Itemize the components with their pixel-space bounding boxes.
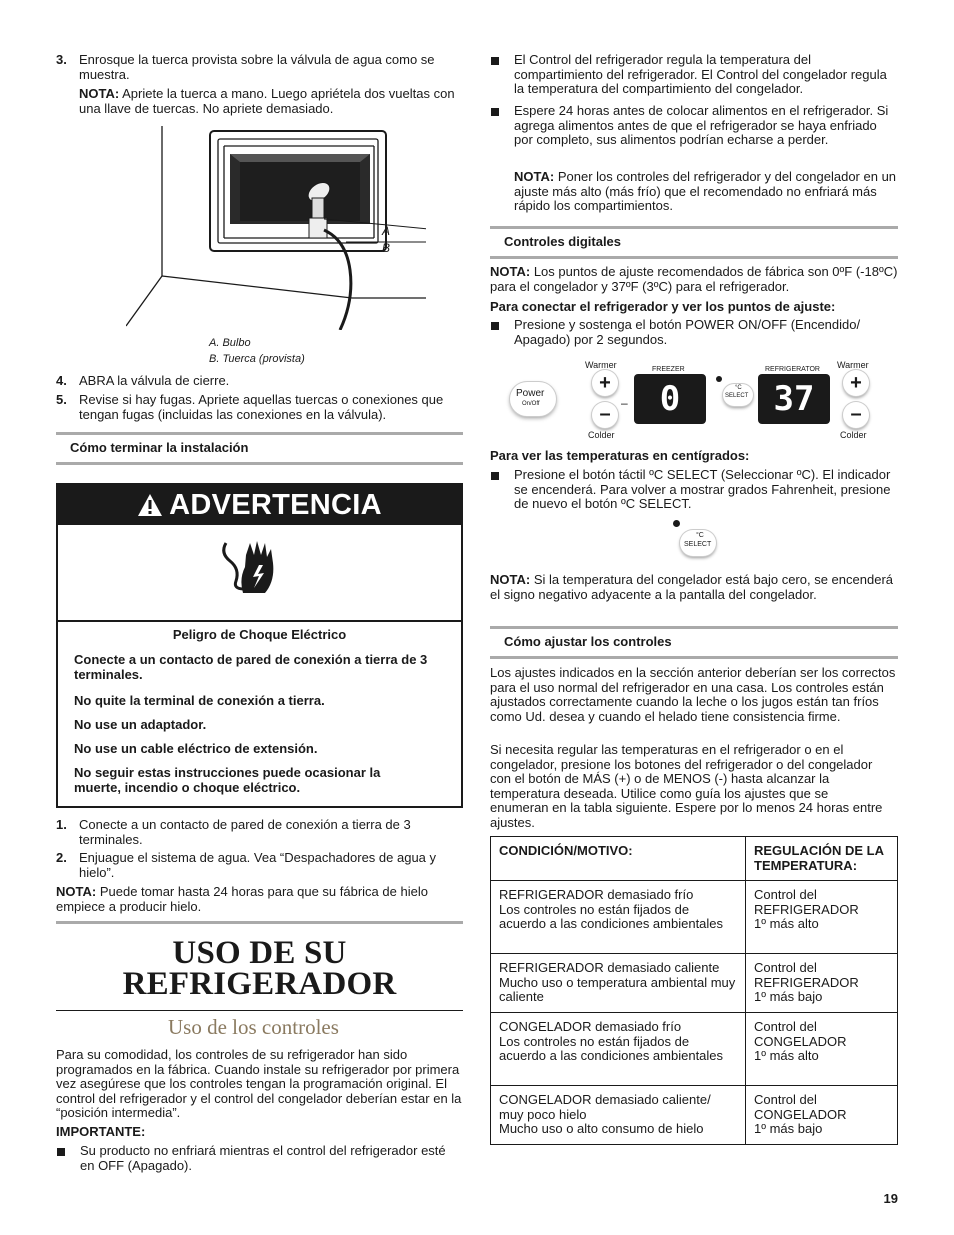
- table-row: [491, 1085, 898, 1144]
- freezer-display: 0: [634, 374, 706, 424]
- note-label: NOTA:: [490, 572, 531, 587]
- cell-line: REFRIGERADOR: [754, 974, 859, 990]
- warning-line-1: Conecte a un contacto de pared de conexión a tierra de 3 terminales.: [74, 652, 428, 682]
- celsius-indicator-dot-2: [673, 520, 680, 527]
- cell-line: Control del: [754, 960, 817, 976]
- bullet-square-icon: [491, 108, 499, 116]
- freezer-colder-label: Colder: [588, 430, 615, 440]
- step-number: 1.: [56, 817, 67, 832]
- figure-label-b: B: [382, 241, 391, 255]
- electric-shock-icon: [216, 535, 288, 607]
- page-title-line-1: USO DE SU: [172, 935, 347, 971]
- table-cell-regulation: [746, 1012, 898, 1085]
- select-label: SELECT: [684, 541, 712, 548]
- bullet-text: Presione el botón táctil ºC SELECT (Seleccionar ºC). El indicador se encenderá. Para volver a mostrar grados Fahrenheit, presione de nuevo el botón ºC SELECT.: [514, 467, 891, 512]
- bullet-square-icon: [491, 57, 499, 65]
- control-panel: [490, 356, 898, 442]
- cell-line: Control del: [754, 1018, 817, 1034]
- adjust-paragraph-1: Los ajustes indicados en la sección anterior deberían ser los correctos para el uso normal del refrigerador en una casa. Los controles están ajustados correctamente cuando la leche o los jugos están tan fríos como Ud. desea y cuando el helado tiene consistencia firme.: [490, 665, 896, 724]
- step-number: 3.: [56, 52, 67, 67]
- cell-line: 1º más alto: [754, 916, 819, 932]
- cell-line: CONGELADOR: [754, 1033, 847, 1049]
- bullet-square-icon: [57, 1148, 65, 1156]
- cell-line: Los controles no están fijados de acuerdo a las condiciones ambientales: [499, 1033, 724, 1064]
- fridge-plus-button[interactable]: +: [843, 370, 869, 396]
- power-button[interactable]: [510, 382, 556, 416]
- fridge-warmer-label: Warmer: [837, 360, 869, 370]
- table-cell-condition: [491, 881, 746, 954]
- table-cell-regulation: [746, 954, 898, 1013]
- note-label: NOTA:: [56, 884, 97, 899]
- table-header-condition: CONDICIÓN/MOTIVO:: [491, 837, 746, 881]
- table-cell-regulation: [746, 881, 898, 954]
- note-text: Poner los controles del refrigerador y del congelador en un ajuste más alto (más frío) que el recomendado no enfriará más rápido los compartimientos.: [514, 169, 897, 214]
- section-heading-finish: Cómo terminar la instalación: [56, 432, 463, 465]
- freezer-minus-button[interactable]: –: [592, 402, 618, 428]
- digital-note: [490, 265, 898, 294]
- note-label: NOTA:: [79, 86, 120, 102]
- adjust-paragraph-2: Si necesita regular las temperaturas en el refrigerador o en el congelador, presione los botones del refrigerador o del congelador con el botón de MÁS (+) o de MENOS (-) hasta alcanzar la temperatura deseada. Utilice como guía los ajustes que se enumeran en la tabla siguiente. Espere por lo menos 24 horas entre ajustes.: [490, 742, 883, 830]
- cell-line: REFRIGERADOR demasiado caliente: [499, 960, 720, 976]
- importante-label: IMPORTANTE:: [56, 1124, 146, 1139]
- celsius-indicator-dot: [716, 376, 722, 382]
- warning-line-4: No use un cable eléctrico de extensión.: [74, 741, 318, 756]
- step-number: 5.: [56, 392, 67, 407]
- table-row: [491, 881, 898, 954]
- table-header-regulation: REGULACIÓN DE LA TEMPERATURA:: [746, 837, 898, 881]
- bullet-square-icon: [491, 322, 499, 330]
- step-text: Enrosque la tuerca provista sobre la válvula de agua como se muestra.: [79, 52, 435, 82]
- freezer-plus-button[interactable]: +: [592, 370, 618, 396]
- page-number: 19: [883, 1191, 898, 1206]
- step-text: ABRA la válvula de cierre.: [79, 373, 230, 388]
- freezer-warmer-label: Warmer: [585, 360, 617, 370]
- cell-line: Los controles no están fijados de acuerdo a las condiciones ambientales: [499, 901, 724, 932]
- cell-line: REFRIGERADOR demasiado frío: [499, 887, 694, 903]
- freezer-label: FREEZER: [652, 366, 685, 373]
- step-note: [79, 87, 463, 116]
- select-label: SELECT: [725, 393, 749, 399]
- cell-line: Control del: [754, 1091, 817, 1107]
- table-header-row: [491, 837, 898, 881]
- cell-line: 1º más bajo: [754, 989, 823, 1005]
- note-text: Los puntos de ajuste recomendados de fábrica son 0ºF (-18ºC) para el congelador y 37ºF (3ºC) para el refrigerador.: [490, 264, 898, 294]
- section-heading-digital: Controles digitales: [490, 226, 898, 259]
- warning-triangle-icon: [137, 493, 163, 517]
- cell-line: Mucho uso o temperatura ambiental muy caliente: [499, 974, 736, 1005]
- freezer-below-zero-note: [490, 573, 898, 602]
- step-number: 4.: [56, 373, 67, 388]
- warning-title: ADVERTENCIA: [169, 488, 382, 521]
- bullet-text: Presione y sostenga el botón POWER ON/OFF (Encendido/ Apagado) por 2 segundos.: [514, 317, 861, 347]
- title-divider: [56, 1010, 463, 1011]
- warning-banner: [58, 485, 461, 525]
- celsius-select-button[interactable]: [723, 384, 753, 406]
- cell-line: Control del: [754, 887, 817, 903]
- section-heading-adjust: Cómo ajustar los controles: [490, 626, 898, 659]
- table-row: [491, 1012, 898, 1085]
- warning-image-area: [58, 525, 461, 622]
- cell-line: REFRIGERADOR: [754, 901, 859, 917]
- cell-line: 1º más alto: [754, 1048, 819, 1064]
- note-text: Si la temperatura del congelador está bajo cero, se encenderá el signo negativo adyacente a la pantalla del congelador.: [490, 572, 893, 602]
- refrigerator-label: REFRIGERATOR: [765, 366, 820, 373]
- degc-label: °C: [696, 532, 704, 539]
- bullet-text: Su producto no enfriará mientras el control del refrigerador esté en OFF (Apagado).: [80, 1143, 446, 1173]
- cell-line: Mucho uso o alto consumo de hielo: [499, 1121, 704, 1137]
- note-label: NOTA:: [490, 264, 531, 279]
- fridge-colder-label: Colder: [840, 430, 867, 440]
- caption-b: B. Tuerca (provista): [209, 353, 305, 365]
- note-text: Puede tomar hasta 24 horas para que su fábrica de hielo empiece a producir hielo.: [56, 884, 428, 914]
- cell-line: CONGELADOR demasiado caliente/ muy poco hielo: [499, 1091, 711, 1122]
- table-row: [491, 954, 898, 1013]
- fridge-minus-button[interactable]: –: [843, 402, 869, 428]
- note-label: NOTA:: [514, 169, 555, 184]
- warning-line-2: No quite la terminal de conexión a tierra.: [74, 693, 325, 708]
- warning-line-0: Peligro de Choque Eléctrico: [172, 627, 347, 642]
- table-cell-condition: [491, 1085, 746, 1144]
- cell-line: CONGELADOR: [754, 1106, 847, 1122]
- table-cell-regulation: [746, 1085, 898, 1144]
- note-text: Apriete la tuerca a mano. Luego apriétela dos vueltas con una llave de tuercas. No apriete demasiado.: [79, 86, 455, 116]
- caption-a: A. Bulbo: [209, 337, 251, 349]
- water-valve-illustration: [126, 126, 426, 330]
- step-number: 2.: [56, 850, 67, 865]
- step-text: Enjuague el sistema de agua. Vea “Despachadores de agua y hielo”.: [79, 850, 437, 880]
- bullet-2-note: [514, 170, 898, 214]
- cell-line: 1º más bajo: [754, 1121, 823, 1137]
- page-title-line-2: REFRIGERADOR: [122, 966, 397, 1002]
- power-label: Power: [516, 388, 545, 399]
- celsius-heading: Para ver las temperaturas en centígrados:: [490, 448, 750, 463]
- divider: [56, 921, 463, 924]
- negative-sign-indicator: –: [621, 396, 628, 410]
- adjustment-table: [490, 836, 898, 1145]
- bullet-text: Espere 24 horas antes de colocar alimentos en el refrigerador. Si agrega alimentos antes de que el refrigerador se haya enfriado por completo, sus alimentos podrían echarse a perder.: [514, 103, 889, 148]
- celsius-select-button-2[interactable]: [680, 530, 716, 556]
- connect-heading: Para conectar el refrigerador y ver los puntos de ajuste:: [490, 299, 836, 314]
- finish-note: [56, 885, 463, 914]
- refrigerator-display: 37: [758, 374, 830, 424]
- step-text: Revise si hay fugas. Apriete aquellas tuercas o conexiones que tengan fugas (incluidas las conexiones en la válvula).: [79, 392, 444, 422]
- bullet-square-icon: [491, 472, 499, 480]
- cell-line: CONGELADOR demasiado frío: [499, 1018, 682, 1034]
- onoff-label: On/Off: [522, 401, 540, 407]
- intro-paragraph: Para su comodidad, los controles de su refrigerador han sido programados en la fábrica. Cuando instale su refrigerador por primera vez asegúrese que los controles tengan la programación original. El control del refrigerador y el control del congelador deberían estar en la “posición intermedia”.: [56, 1047, 462, 1121]
- subsection-title: Uso de los controles: [168, 1015, 339, 1039]
- step-text: Conecte a un contacto de pared de conexión a tierra de 3 terminales.: [79, 817, 411, 847]
- warning-box: [56, 483, 463, 808]
- bullet-text: El Control del refrigerador regula la temperatura del compartimiento del refrigerador. El Control del congelador regula la temperatura del compartimiento del congelador.: [514, 52, 887, 97]
- figure-label-a: A: [382, 224, 391, 238]
- table-cell-condition: [491, 954, 746, 1013]
- warning-line-5: No seguir estas instrucciones puede ocasionar la muerte, incendio o choque eléctrico.: [74, 765, 381, 795]
- degc-label: °C: [735, 385, 742, 391]
- warning-line-3: No use un adaptador.: [74, 717, 207, 732]
- table-cell-condition: [491, 1012, 746, 1085]
